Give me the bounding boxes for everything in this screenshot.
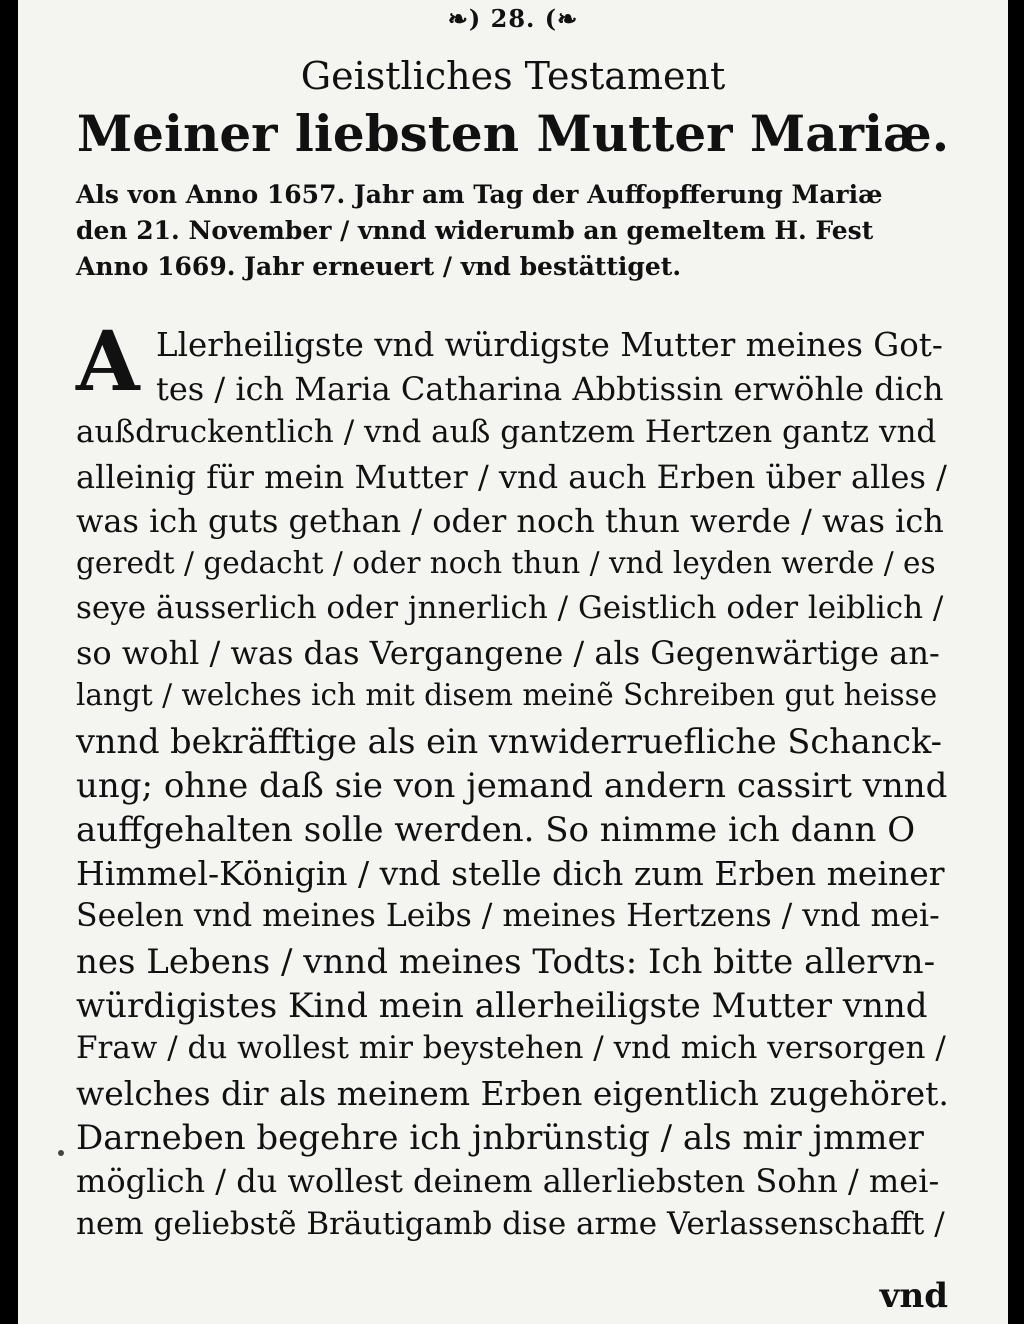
catchword: vnd	[879, 1276, 948, 1316]
body-line: was ich guts gethan / oder noch thun werde / was ich	[76, 502, 944, 540]
body-line: Fraw / du wollest mir beystehen / vnd mich versorgen /	[76, 1030, 946, 1066]
body-line: vnnd bekräfftige als ein vnwiderruefliche Schanck-	[76, 722, 942, 761]
body-line: möglich / du wollest deinem allerliebsten Sohn / mei-	[76, 1162, 940, 1200]
body-line: außdruckentlich / vnd auß gantzem Hertzen gantz vnd	[76, 414, 937, 450]
body-line: würdigistes Kind mein allerheiligste Mutter vnnd	[76, 986, 928, 1026]
body-line: Llerheiligste vnd würdigste Mutter meines Got-	[156, 326, 943, 364]
body-line: langt / welches ich mit disem meinẽ Schreiben gut heisse	[76, 678, 938, 712]
drop-cap: A	[76, 314, 140, 410]
body-line: Himmel-Königin / vnd stelle dich zum Erben meiner	[76, 854, 945, 893]
body-line: nes Lebens / vnnd meines Todts: Ich bitte allervn-	[76, 942, 936, 982]
subtitle-line: Als von Anno 1657. Jahr am Tag der Auffopfferung Mariæ	[76, 180, 883, 209]
body-line: alleinig für mein Mutter / vnd auch Erben über alles /	[76, 458, 947, 496]
body-line: auffgehalten solle werden. So nimme ich dann O	[76, 810, 916, 850]
body-line: geredt / gedacht / oder noch thun / vnd leyden werde / es	[76, 546, 936, 580]
subtitle-line: Anno 1669. Jahr erneuert / vnd bestättiget.	[76, 252, 682, 281]
subtitle-line: den 21. November / vnnd widerumb an gemeltem H. Fest	[76, 216, 874, 245]
ink-speck	[58, 1150, 64, 1156]
body-line: nem geliebstẽ Bräutigamb dise arme Verlassenschafft /	[76, 1206, 945, 1242]
body-line: tes / ich Maria Catharina Abbtissin erwöhle dich	[156, 370, 944, 408]
body-line: seye äusserlich oder jnnerlich / Geistlich oder leiblich /	[76, 590, 944, 626]
book-page	[18, 0, 1008, 1324]
title-line-1: Geistliches Testament	[300, 54, 726, 98]
body-line: Seelen vnd meines Leibs / meines Hertzens / vnd mei-	[76, 898, 940, 934]
body-line: welches dir als meinem Erben eigentlich zugehöret.	[76, 1074, 949, 1113]
title-line-2: Meiner liebsten Mutter Mariæ.	[76, 104, 950, 163]
body-line: Darneben begehre ich jnbrünstig / als mir jmmer	[76, 1118, 924, 1158]
body-line: so wohl / was das Vergangene / als Gegenwärtige an-	[76, 634, 940, 672]
body-line: ung; ohne daß sie von jemand andern cassirt vnnd	[76, 766, 948, 806]
running-head-page-number: ❧) 28. (❧	[447, 4, 579, 33]
